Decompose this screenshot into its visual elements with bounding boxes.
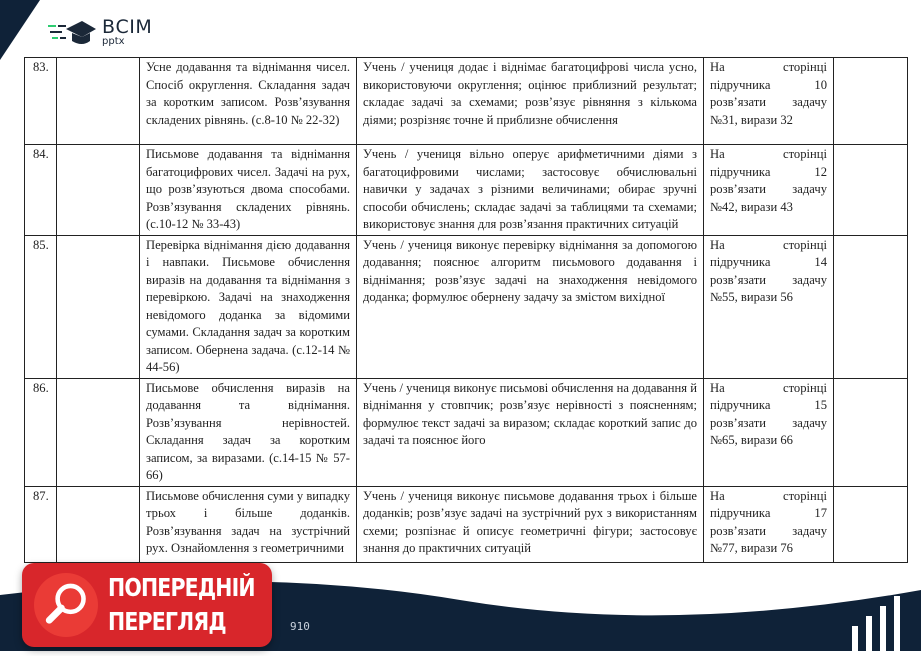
preview-line-1: ПОПЕРЕДНІЙ bbox=[108, 573, 255, 602]
lesson-number: 84. bbox=[25, 145, 57, 236]
lesson-number: 86. bbox=[25, 378, 57, 486]
lesson-number: 87. bbox=[25, 486, 57, 562]
homework: На сторінці підручника 12 розв’язати задачу №42, вирази 43 bbox=[704, 145, 834, 236]
lesson-topic: Перевірка віднімання дією додавання і навпаки. Письмове обчислення виразів на додавання та віднімання з перевіркою. Задачі на знаходження невідомого доданка за відомими сумами. Складання задач за коротким записом. Обернена задача. (с.12-14 № 44-56) bbox=[140, 235, 357, 378]
learning-outcomes: Учень / учениця виконує письмове додавання трьох і більше доданків; розв’язує задачі на зустрічний рух з використанням схеми; розпізнає й описує геометричні фігури; застосовує знання до практичних ситуацій bbox=[357, 486, 704, 562]
lesson-topic: Письмове обчислення виразів на додавання та віднімання. Розв’язування нерівностей. Складання задач за коротким записом, за виразами. (с.14-15 № 57-66) bbox=[140, 378, 357, 486]
notes-cell bbox=[834, 58, 908, 145]
date-cell bbox=[57, 235, 140, 378]
table-row bbox=[25, 58, 908, 145]
table-row bbox=[25, 378, 908, 486]
logo-brand: ВСІМ bbox=[102, 16, 153, 38]
lesson-number: 83. bbox=[25, 58, 57, 145]
lesson-plan-table bbox=[24, 57, 908, 563]
brand-bars-icon bbox=[848, 596, 918, 656]
lesson-topic: Письмове додавання та віднімання багатоцифрових чисел. Задачі на рух, що розв’язуються двома способами. Розв’язування складених рівнянь. (с.10-12 № 33-43) bbox=[140, 145, 357, 236]
lesson-topic: Письмове обчислення суми у випадку трьох і більше доданків. Розв’язування задач на зустрічний рух. Ознайомлення з геометричними bbox=[140, 486, 357, 562]
table-row bbox=[25, 145, 908, 236]
corner-decoration bbox=[0, 0, 40, 60]
table-row bbox=[25, 486, 908, 562]
notes-cell bbox=[834, 378, 908, 486]
lesson-topic: Усне додавання та віднімання чисел. Спосіб округлення. Складання задач за коротким записом. Розв’язування складених рівнянь. (с.8-10 № 22-32) bbox=[140, 58, 357, 145]
homework: На сторінці підручника 15 розв’язати задачу №65, вирази 66 bbox=[704, 378, 834, 486]
date-cell bbox=[57, 58, 140, 145]
date-cell bbox=[57, 486, 140, 562]
notes-cell bbox=[834, 145, 908, 236]
notes-cell bbox=[834, 486, 908, 562]
page-code: 910 bbox=[290, 620, 310, 633]
date-cell bbox=[57, 378, 140, 486]
learning-outcomes: Учень / учениця виконує перевірку віднімання за допомогою додавання; пояснює алгоритм письмового додавання і віднімання; розв’язує задачі на знаходження невідомого доданка; формулює обернену задачу за змістом вихідної bbox=[357, 235, 704, 378]
site-logo[interactable] bbox=[48, 18, 152, 47]
homework: На сторінці підручника 14 розв’язати задачу №55, вирази 56 bbox=[704, 235, 834, 378]
logo-sub: pptx bbox=[102, 36, 125, 47]
lesson-number: 85. bbox=[25, 235, 57, 378]
homework: На сторінці підручника 17 розв’язати задачу №77, вирази 76 bbox=[704, 486, 834, 562]
preview-line-2: ПЕРЕГЛЯД bbox=[108, 607, 226, 636]
learning-outcomes: Учень / учениця додає і віднімає багатоцифрові числа усно, використовуючи округлення; оцінює приблизний результат; складає задачі за схемами; розв’язує рівняння з кількома діями; розрізняє точне й приблизне обчислення bbox=[357, 58, 704, 145]
learning-outcomes: Учень / учениця вільно оперує арифметичними діями з багатоцифровими числами; застосовує обчислювальні навички у задачах з різними величинами; обирає зручні способи обчислень; складає задачі за таблицями та схемами; використовує знання для розв’язання практичних ситуацій bbox=[357, 145, 704, 236]
magnifier-icon bbox=[34, 573, 98, 637]
graduation-cap-icon bbox=[48, 19, 96, 47]
preview-badge[interactable] bbox=[22, 563, 272, 647]
notes-cell bbox=[834, 235, 908, 378]
table-row bbox=[25, 235, 908, 378]
homework: На сторінці підручника 10 розв’язати задачу №31, вирази 32 bbox=[704, 58, 834, 145]
learning-outcomes: Учень / учениця виконує письмові обчислення на додавання й віднімання у стовпчик; розв’язує нерівності з поясненням; формулює текст задачі за виразом; складає короткий запис до задачі та пояснює його bbox=[357, 378, 704, 486]
date-cell bbox=[57, 145, 140, 236]
